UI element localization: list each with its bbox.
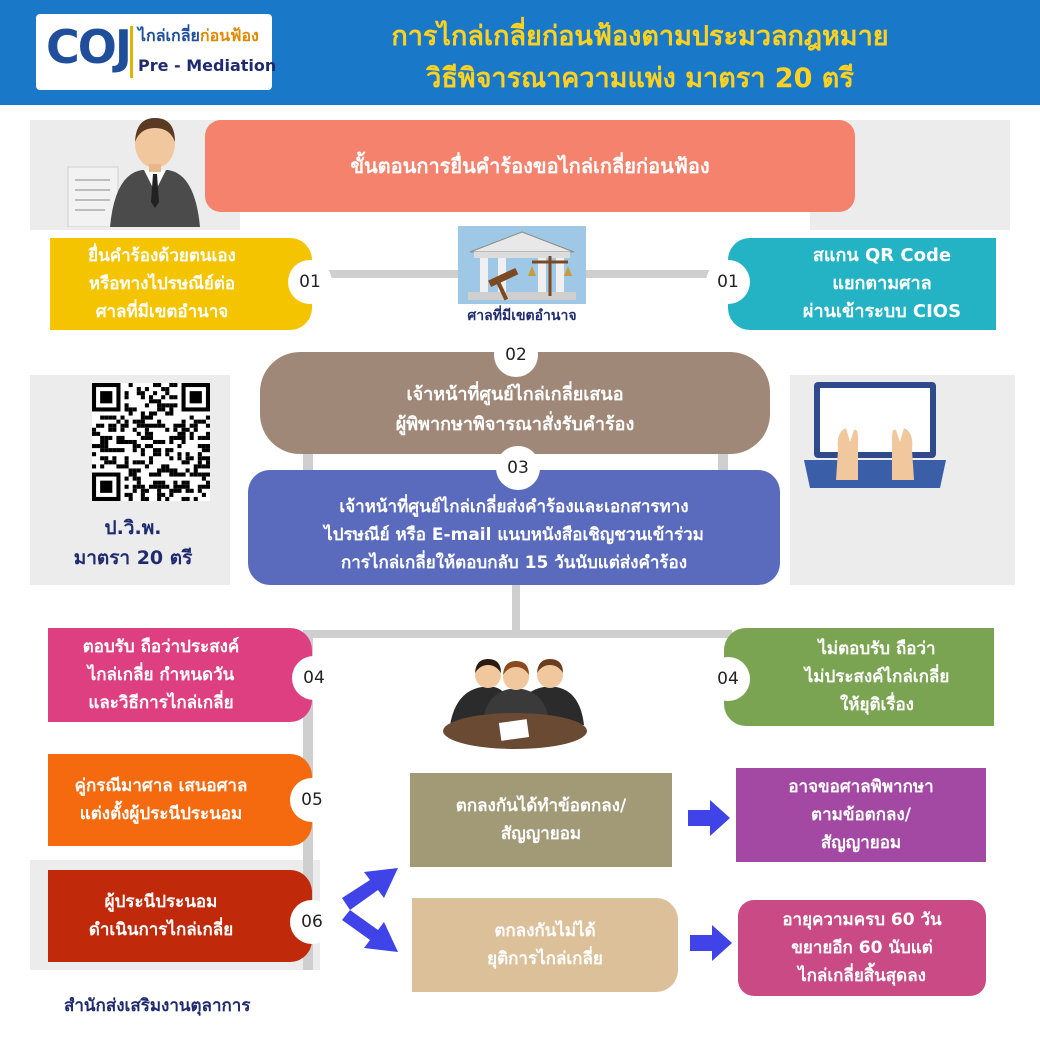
law-reference-line2: มาตรา 20 ตรี (73, 547, 193, 569)
step05-box (48, 754, 312, 846)
disagreement-result-line3: ไกล่เกลี่ยสิ้นสุดลง (798, 966, 926, 986)
step01-walkin-line1: ยื่นคำร้องด้วยตนเอง (88, 246, 236, 266)
step04-accept-line2: ไกล่เกลี่ย กำหนดวัน (87, 665, 235, 685)
arrow-right-icon (688, 798, 730, 838)
step01-online-line1: สแกน QR Code (812, 245, 952, 266)
logo-mark: COJ (46, 20, 130, 74)
court-building-icon (458, 226, 586, 304)
step03-line1: เจ้าหน้าที่ศูนย์ไกล่เกลี่ยส่งคำร้องและเอกสารทาง (339, 496, 689, 517)
agreement-result-box (736, 768, 986, 862)
process-banner (205, 120, 855, 212)
step04-decline-line3: ให้ยุติเรื่อง (840, 695, 914, 715)
footer-organization: สำนักส่งเสริมงานตุลาการ (64, 996, 251, 1016)
step01-walkin-line2: หรือทางไปรษณีย์ต่อ (88, 274, 236, 294)
process-banner-label: ขั้นตอนการยื่นคำร้องขอไกล่เกลี่ยก่อนฟ้อง (350, 154, 710, 178)
step06-line2: ดำเนินการไกล่เกลี่ย (88, 920, 234, 940)
step05-line1: คู่กรณีมาศาล เสนอศาล (74, 776, 248, 796)
header-bar (0, 0, 1040, 105)
logo-thai-highlight: ก่อนฟ้อง (199, 26, 259, 45)
step04-left-number: 04 (292, 656, 336, 700)
step01-walkin-line3: ศาลที่มีเขตอำนาจ (95, 302, 229, 322)
step03-line3: การไกล่เกลี่ยให้ตอบกลับ 15 วันนับแต่ส่งคำร้อง (340, 552, 688, 573)
disagreement-line2: ยุติการไกล่เกลี่ย (487, 949, 603, 969)
logo-english: Pre - Mediation (138, 56, 277, 75)
step04-accept-line1: ตอบรับ ถือว่าประสงค์ (82, 637, 240, 657)
law-reference (48, 513, 218, 573)
step04-decline-line2: ไม่ประสงค์ไกล่เกลี่ย (804, 667, 950, 687)
logo-divider (130, 26, 133, 78)
step04-accept-box (48, 628, 312, 722)
step06-number: 06 (290, 900, 334, 944)
step02-line2: ผู้พิพากษาพิจารณาสั่งรับคำร้อง (395, 414, 635, 435)
disagreement-line1: ตกลงกันไม่ได้ (494, 921, 596, 941)
step04-decline-box (724, 628, 994, 726)
step04-decline-line1: ไม่ตอบรับ ถือว่า (818, 639, 936, 659)
step06-line1: ผู้ประนีประนอม (104, 892, 218, 912)
disagreement-result-line2: ขยายอีก 60 นับแต่ (791, 938, 933, 958)
step01-online-line3: ผ่านเข้าระบบ CIOS (802, 301, 962, 322)
step06-box (48, 870, 312, 962)
connector-line (512, 580, 520, 635)
court-caption: ศาลที่มีเขตอำนาจ (467, 308, 577, 324)
step01-left-number: 01 (288, 260, 332, 304)
step04-accept-line3: และวิธีการไกล่เกลี่ย (88, 693, 234, 713)
arrow-right-icon (690, 923, 732, 963)
step03-number: 03 (496, 446, 540, 490)
agreement-result-line2: ตามข้อตกลง/ (811, 805, 911, 825)
disagreement-result-box (738, 900, 986, 996)
step01-online-line2: แยกตามศาล (832, 273, 932, 294)
agreement-result-line1: อาจขอศาลพิพากษา (788, 777, 934, 797)
step01-walkin-box (50, 238, 312, 330)
step05-number: 05 (290, 778, 334, 822)
step01-right-number: 01 (706, 260, 750, 304)
laptop-icon (800, 380, 950, 490)
connector-line (312, 630, 732, 638)
step02-line1: เจ้าหน้าที่ศูนย์ไกล่เกลี่ยเสนอ (406, 384, 624, 405)
page-title-line1: การไกล่เกลี่ยก่อนฟ้องตามประมวลกฎหมาย (391, 21, 889, 52)
disagreement-result-line1: อายุความครบ 60 วัน (782, 910, 942, 930)
step02-number: 02 (494, 333, 538, 377)
qr-code-icon (92, 383, 210, 501)
logo-thai: ไกล่เกลี่ย (138, 26, 200, 45)
meeting-people-icon (440, 655, 590, 750)
agreement-line2: สัญญายอม (500, 824, 582, 844)
step05-line2: แต่งตั้งผู้ประนีประนอม (79, 804, 243, 824)
businessman-icon (60, 112, 210, 227)
law-reference-line1: ป.วิ.พ. (104, 517, 162, 539)
step04-right-number: 04 (706, 657, 750, 701)
step03-line2: ไปรษณีย์ หรือ E-mail แนบหนังสือเชิญชวนเข้าร่วม (324, 524, 704, 545)
agreement-result-line3: สัญญายอม (820, 833, 902, 853)
page-title-line2: วิธีพิจารณาความแพ่ง มาตรา 20 ตรี (426, 63, 854, 94)
agreement-line1: ตกลงกันได้ทำข้อตกลง/ (455, 796, 627, 816)
disagreement-box (412, 898, 678, 992)
arrow-right-icon (336, 858, 406, 962)
agreement-box (410, 773, 672, 867)
coj-logo (36, 14, 277, 90)
logo-thai-text (138, 24, 259, 49)
step01-online-box (728, 238, 996, 330)
